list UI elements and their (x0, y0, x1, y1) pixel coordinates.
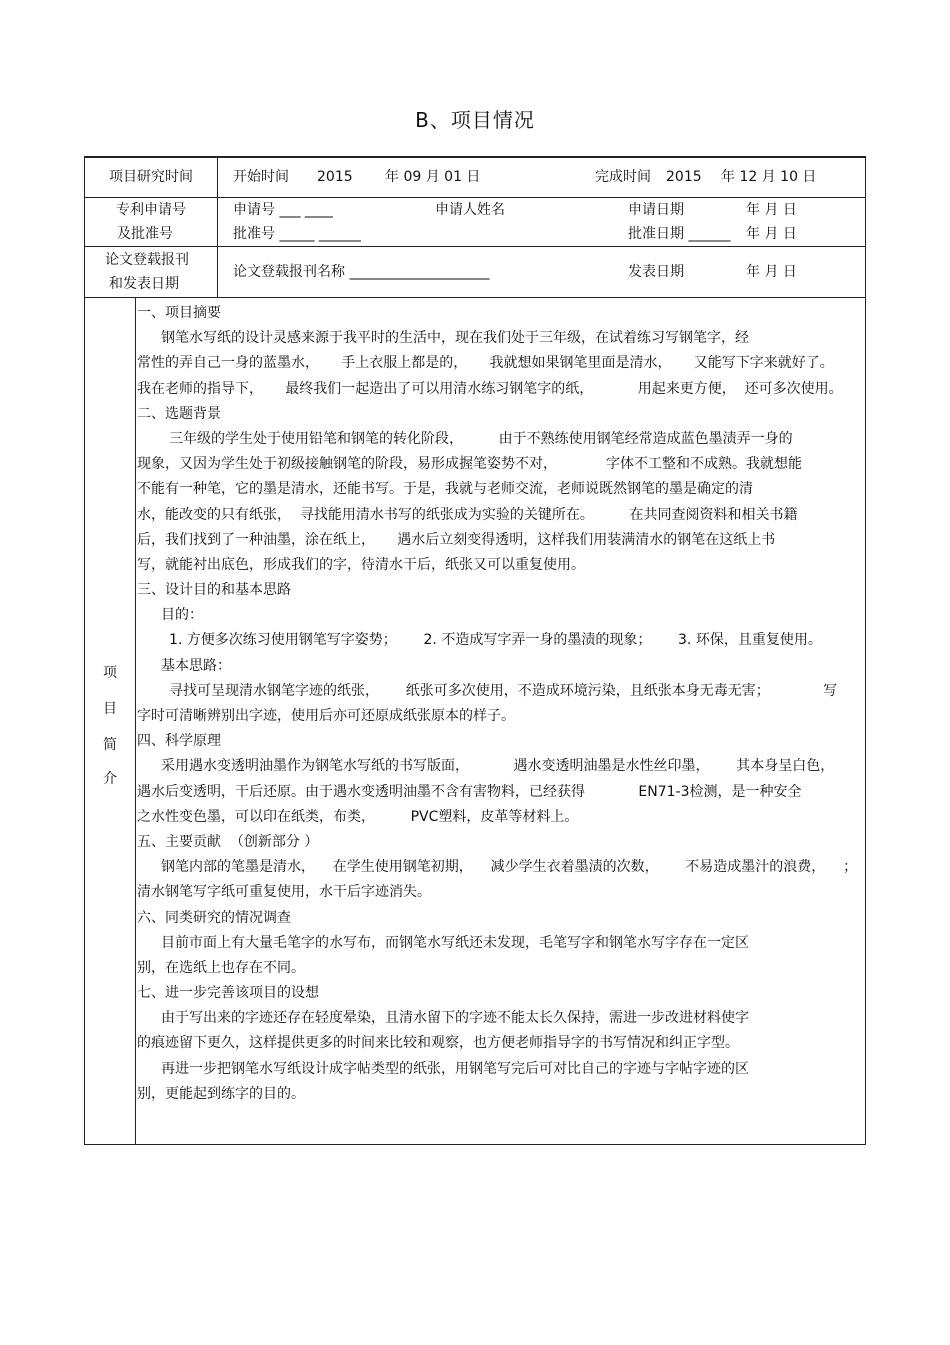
patent-label-line2: 及批准号 (117, 226, 173, 242)
column-divider (217, 158, 218, 297)
approval-date-ymd: 年 月 日 (746, 226, 797, 242)
body-line: 清水钢笔写字纸可重复使用，水干后字迹消失。 (137, 884, 431, 901)
project-info-table (84, 157, 866, 1145)
body-line: 采用遇水变透明油墨作为钢笔水写纸的书写版面， 遇水变透明油墨是水性丝印墨， 其本身呈白色， (161, 758, 835, 775)
start-year: 2015 (317, 169, 353, 185)
body-line: 再进一步把钢笔水写纸设计成字帖类型的纸张，用钢笔写完后可对比自己的字迹与字帖字迹的区 (161, 1060, 749, 1077)
section-heading: 五、主要贡献 （创新部分 ） (137, 833, 319, 850)
approval-number: 批准号 _____ ______ (233, 226, 361, 242)
section-heading: 一、项目摘要 (137, 305, 221, 321)
section-heading: 四、科学原理 (137, 733, 221, 750)
body-line: 的痕迹留下更久，这样提供更多的时间来比较和观察，也方便老师指导字的书写情况和纠正字型。 (137, 1035, 739, 1052)
publish-date-label: 发表日期 (628, 264, 684, 280)
body-line: 基本思路： (161, 657, 231, 674)
section-heading: 六、同类研究的情况调查 (137, 909, 291, 926)
application-date-label: 申请日期 (628, 202, 684, 218)
end-time-label: 完成时间 (595, 169, 651, 185)
body-line: 水，能改变的只有纸张， 寻找能用清水书写的纸张成为实验的关键所在。 在共同查阅资料和相关书籍 (137, 506, 798, 523)
application-number: 申请号 ___ ____ (233, 202, 333, 218)
applicant-name-label: 申请人姓名 (435, 202, 505, 218)
project-summary-body (137, 301, 862, 1107)
side-label-char: 目 (103, 701, 117, 717)
publish-date-ymd: 年 月 日 (746, 264, 797, 280)
end-year: 2015 (666, 169, 702, 185)
patent-label-line1: 专利申请号 (116, 202, 186, 218)
journal-name: 论文登载报刊名称 ____________________ (233, 264, 490, 280)
body-line: 遇水后变透明，干后还原。由于遇水变透明油墨不含有害物料，已经获得 EN71-3检测，是一种安全 (137, 783, 802, 800)
start-time-label: 开始时间 (233, 169, 289, 185)
approval-date-label: 批准日期 ______ (628, 226, 731, 242)
body-line: 别，在选纸上也存在不同。 (137, 959, 305, 976)
body-line: 由于写出来的字迹还存在轻度晕染，且清水留下的字迹不能太长久保持，需进一步改进材料使字 (161, 1010, 749, 1027)
research-time-label: 项目研究时间 (109, 169, 193, 185)
body-line: 钢笔水写纸的设计灵感来源于我平时的生活中，现在我们处于三年级，在试着练习写钢笔字，经 (161, 330, 749, 347)
body-line: 寻找可呈现清水钢笔字迹的纸张， 纸张可多次使用，不造成环境污染，且纸张本身无毒无害； 写 (169, 682, 838, 699)
table-top-border (84, 156, 866, 158)
paper-label-line2: 和发表日期 (109, 276, 179, 292)
paper-label-line1: 论文登载报刊 (105, 252, 189, 268)
body-line: 钢笔内部的笔墨是清水， 在学生使用钢笔初期， 减少学生衣着墨渍的次数， 不易造成墨汁的浪费， ； (161, 859, 858, 876)
side-label-char: 简 (103, 737, 117, 753)
body-line: 之水性变色墨，可以印在纸类，布类， PVC塑料，皮革等材料上。 (137, 808, 579, 825)
body-line: 字时可清晰辨别出字迹，使用后亦可还原成纸张原本的样子。 (137, 708, 515, 724)
body-line: 目前市面上有大量毛笔字的水写布，而钢笔水写纸还未发现，毛笔写字和钢笔水写字存在一定区 (161, 934, 749, 951)
start-date: 年 09 月 01 日 (385, 169, 481, 185)
body-line: 目的： (161, 607, 203, 624)
row-divider (85, 246, 865, 247)
section-heading: 三、设计目的和基本思路 (137, 582, 291, 599)
body-line: 写，就能衬出底色，形成我们的字，待清水干后，纸张又可以重复使用。 (137, 556, 585, 573)
section-heading: 二、选题背景 (137, 405, 221, 422)
body-line: 后，我们找到了一种油墨，涂在纸上， 遇水后立刻变得透明，这样我们用装满清水的钢笔在这纸上书 (137, 531, 776, 548)
body-line: 1. 方便多次练习使用钢笔写字姿势； 2. 不造成写字弄一身的墨渍的现象； 3. 环保，且重复使用。 (169, 632, 822, 649)
row-divider (85, 297, 865, 298)
side-label-char: 项 (103, 665, 117, 681)
section-heading: 七、进一步完善该项目的设想 (137, 985, 319, 1002)
body-line: 不能有一种笔，它的墨是清水，还能书写。于是，我就与老师交流，老师说既然钢笔的墨是确定的清 (137, 481, 753, 498)
side-label-char: 介 (103, 771, 117, 787)
body-line: 我在老师的指导下， 最终我们一起造出了可以用清水练习钢笔字的纸， 用起来更方便， 还可多次使用。 (137, 380, 843, 397)
page-title: B、项目情况 (415, 108, 535, 132)
body-line: 常性的弄自己一身的蓝墨水， 手上衣服上都是的， 我就想如果钢笔里面是清水， 又能写下字来就好了。 (137, 355, 834, 372)
end-date: 年 12 月 10 日 (721, 169, 817, 185)
application-date-ymd: 年 月 日 (746, 202, 797, 218)
column-divider (135, 297, 136, 1145)
body-line: 现象，又因为学生处于初级接触钢笔的阶段，易形成握笔姿势不对， 字体不工整和不成熟。我就想能 (137, 456, 802, 473)
body-line: 三年级的学生处于使用铅笔和钢笔的转化阶段， 由于不熟练使用钢笔经常造成蓝色墨渍弄一身的 (169, 430, 793, 447)
body-line: 别，更能起到练字的目的。 (137, 1085, 305, 1102)
